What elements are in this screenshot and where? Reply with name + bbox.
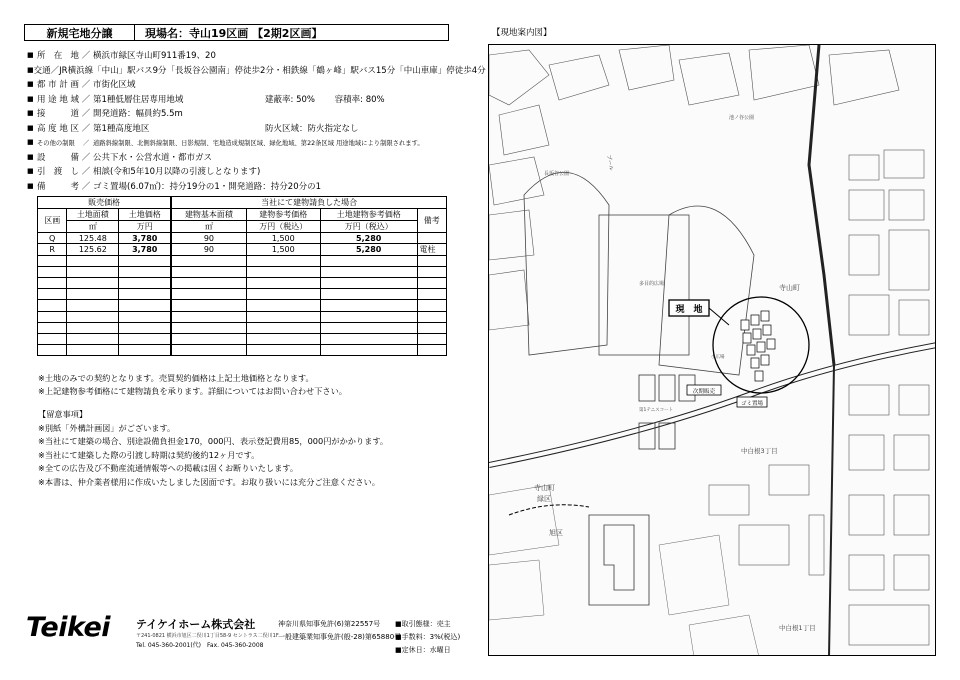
- table-cell: [417, 267, 446, 278]
- small-park-label: 小広場: [711, 355, 725, 360]
- unit-cell: 万円（税込）: [320, 221, 417, 233]
- table-row: [38, 289, 447, 300]
- asahi-ku-label: 旭区: [549, 529, 563, 537]
- table-cell: [67, 267, 119, 278]
- bullet-icon: ■: [27, 51, 34, 60]
- separator: ／: [81, 123, 91, 134]
- pond-park-label: 池ノ谷公園: [729, 115, 755, 121]
- table-cell: [246, 344, 320, 355]
- table-cell: [320, 333, 417, 344]
- info-value: 市街化区域: [93, 80, 136, 91]
- info-label: 備 考: [37, 181, 79, 192]
- park-label: 長坂谷公園: [544, 171, 570, 177]
- table-cell: [246, 311, 320, 322]
- column-header: 建物基本面積: [171, 209, 246, 221]
- open-space-label: 多目的広場: [639, 281, 665, 287]
- category-label: 新規宅地分譲: [25, 25, 135, 40]
- info-row: [27, 63, 486, 78]
- table-cell: [119, 322, 172, 333]
- table-cell: 1,500: [246, 233, 320, 244]
- table-cell: [320, 300, 417, 311]
- info-label: 所 在 地: [37, 51, 79, 62]
- table-cell: [38, 256, 67, 267]
- note-line: ※上記建物参考価格にて建物請負を承ります。詳細についてはお問い合わせ下さい。: [38, 385, 347, 396]
- table-cell: [119, 300, 172, 311]
- separator: ／: [81, 181, 91, 192]
- info-extra: 防火区域：防火指定なし: [265, 123, 359, 134]
- unit-cell: ㎡: [67, 221, 119, 233]
- table-row: [38, 311, 447, 322]
- info-label: 設 備: [37, 152, 79, 163]
- tennis-label: 第1テニスコート: [639, 408, 674, 413]
- table-cell: [119, 344, 172, 355]
- price-notes: [38, 372, 347, 397]
- separator: ／: [81, 94, 91, 105]
- table-cell: [246, 333, 320, 344]
- table-cell: 90: [171, 244, 246, 256]
- info-label: 都 市 計 画: [37, 80, 79, 91]
- info-row: [27, 77, 467, 92]
- bullet-icon: ■: [27, 167, 34, 176]
- table-cell: 電柱: [417, 244, 446, 256]
- info-label: 交 通: [33, 65, 51, 76]
- bullet-icon: ■: [27, 123, 34, 132]
- midori-ku-label: 緑区: [537, 495, 551, 503]
- info-value: 第1種高度地区: [93, 123, 150, 134]
- table-row: [38, 278, 447, 289]
- info-extra: 建蔽率: 50% 容積率: 80%: [265, 94, 385, 105]
- table-cell: [67, 289, 119, 300]
- info-label: 接 道: [37, 109, 79, 120]
- unit-cell: 万円（税込）: [246, 221, 320, 233]
- separator: ／: [82, 139, 90, 147]
- table-cell: [417, 233, 446, 244]
- license-line: 一般建築業知事免許(般-28)第65880号: [278, 633, 402, 641]
- table-cell: [119, 267, 172, 278]
- table-cell: [67, 344, 119, 355]
- info-row: [27, 48, 467, 63]
- table-cell: R: [38, 244, 67, 256]
- table-cell: [171, 278, 246, 289]
- table-row: [38, 233, 447, 244]
- table-cell: [417, 256, 446, 267]
- term-line: ■手数料：3%(税込): [395, 633, 461, 641]
- column-header: 土地建物参考価格: [320, 209, 417, 221]
- table-cell: [246, 289, 320, 300]
- company-tel: Tel. 045-360-2001(代) Fax. 045-360-2008: [136, 642, 264, 649]
- info-row: [27, 164, 467, 179]
- table-cell: [171, 267, 246, 278]
- table-cell: [320, 256, 417, 267]
- table-cell: [171, 300, 246, 311]
- term-line: ■取引態様：売主: [395, 620, 451, 628]
- table-cell: [119, 278, 172, 289]
- table-cell: [417, 278, 446, 289]
- price-table: [37, 196, 447, 356]
- remark-item: ※全ての広告及び不動産流通情報等への掲載は固くお断りいたします。: [38, 463, 299, 473]
- table-cell: [417, 333, 446, 344]
- info-label: 引 渡 し: [37, 167, 79, 178]
- table-cell: 3,780: [119, 244, 172, 256]
- table-cell: [320, 267, 417, 278]
- remark-item: ※当社にて建築した際の引渡し時期は契約後約12ヶ月です。: [38, 449, 260, 460]
- table-cell: Q: [38, 233, 67, 244]
- unit-cell: 万円: [119, 221, 172, 233]
- table-cell: [417, 344, 446, 355]
- remark-item: ※本書は、仲介業者様用に作成いたしました図面です。お取り扱いには充分ご注意ください。: [38, 476, 380, 487]
- table-cell: [320, 278, 417, 289]
- table-cell: [320, 344, 417, 355]
- table-cell: [171, 322, 246, 333]
- separator: ／: [81, 152, 91, 163]
- terayama-label: 寺山町: [779, 284, 800, 292]
- next-sale-label: 次期販売: [692, 389, 716, 395]
- license-info: [278, 618, 401, 644]
- site-name: 現場名：寺山19区画 【2期2区画】: [145, 26, 323, 40]
- column-header: 土地価格: [119, 209, 172, 221]
- info-row: [27, 92, 467, 107]
- table-cell: 5,280: [320, 244, 417, 256]
- table-cell: [38, 278, 67, 289]
- group-header: 当社にて建物請負した場合: [171, 197, 446, 209]
- column-header: 区画: [38, 209, 67, 233]
- table-cell: [38, 322, 67, 333]
- separator: ／: [81, 51, 91, 62]
- bullet-icon: ■: [27, 138, 34, 147]
- table-cell: [119, 256, 172, 267]
- bullet-icon: ■: [27, 80, 34, 89]
- table-cell: [67, 311, 119, 322]
- column-header: 建物参考価格: [246, 209, 320, 221]
- separator: ／: [81, 109, 91, 120]
- table-cell: [246, 256, 320, 267]
- column-header: 備考: [417, 209, 446, 233]
- table-cell: 125.62: [67, 244, 119, 256]
- info-value: JR横浜線「中山」駅バス9分「長坂谷公園南」停徒歩2分・相鉄線「鶴ヶ峰」駅バス15分「中山車庫」停徒歩4分: [59, 65, 486, 76]
- company-address: 〒241-0821 横浜市旭区二俣川1丁目58-9 セントラス二俣川1F: [136, 633, 279, 639]
- bullet-icon: ■: [27, 152, 34, 161]
- table-row: [38, 333, 447, 344]
- table-cell: 1,500: [246, 244, 320, 256]
- info-label: その他の制限: [37, 139, 75, 147]
- separator: ／: [50, 65, 60, 76]
- table-cell: [38, 289, 67, 300]
- table-cell: [67, 278, 119, 289]
- table-cell: [417, 300, 446, 311]
- table-row: [38, 244, 447, 256]
- table-cell: [171, 289, 246, 300]
- info-value: 道路斜線制限、北側斜線制限、日影規制、宅地造成規制区域、緑化地域、第22条区域 用途地域により制限されます。: [93, 139, 424, 147]
- location-map: [488, 44, 936, 656]
- table-cell: 125.48: [67, 233, 119, 244]
- term-line: ■定休日：水曜日: [395, 646, 451, 654]
- info-value: 相談(令和5年10月以降の引渡しとなります): [93, 167, 261, 178]
- table-cell: [67, 256, 119, 267]
- info-label: 高 度 地 区: [37, 123, 79, 134]
- company-logo: Teikei: [26, 612, 111, 643]
- table-cell: [320, 311, 417, 322]
- table-row: [38, 322, 447, 333]
- table-cell: 90: [171, 233, 246, 244]
- table-cell: [320, 289, 417, 300]
- transaction-terms: [395, 618, 460, 657]
- info-value: 公共下水・公営水道・都市ガス: [93, 152, 213, 163]
- separator: ／: [81, 167, 91, 178]
- bullet-icon: ■: [27, 109, 34, 118]
- map-title: 【現地案内図】: [492, 28, 552, 38]
- table-cell: [67, 322, 119, 333]
- license-line: 神奈川県知事免許(6)第22557号: [278, 620, 381, 628]
- separator: ／: [81, 80, 91, 91]
- company-name: テイケイホーム株式会社: [136, 618, 256, 631]
- table-cell: [417, 289, 446, 300]
- table-cell: [246, 300, 320, 311]
- title-bar: [24, 24, 449, 41]
- table-cell: [119, 289, 172, 300]
- note-line: ※土地のみでの契約となります。売買契約価格は上記土地価格となります。: [38, 373, 314, 383]
- info-row: [27, 106, 467, 121]
- info-value: 第1種低層住居専用地域: [93, 94, 184, 105]
- info-label: 用 途 地 域: [37, 94, 79, 105]
- table-row: [38, 300, 447, 311]
- bullet-icon: ■: [27, 65, 34, 74]
- table-cell: [38, 333, 67, 344]
- table-cell: [417, 311, 446, 322]
- table-row: [38, 267, 447, 278]
- unit-cell: ㎡: [171, 221, 246, 233]
- map-drawing: [489, 45, 936, 656]
- table-cell: [171, 256, 246, 267]
- table-cell: [38, 344, 67, 355]
- table-cell: [246, 322, 320, 333]
- table-cell: 3,780: [119, 233, 172, 244]
- garbage-label: ゴミ置場: [740, 401, 764, 407]
- table-row: [38, 256, 447, 267]
- table-cell: [119, 311, 172, 322]
- info-value: ゴミ置場(6.07㎡)：持分19分の1・開発道路：持分20分の1: [93, 181, 322, 192]
- table-cell: [38, 267, 67, 278]
- table-cell: [320, 322, 417, 333]
- table-cell: [171, 333, 246, 344]
- column-header: 土地面積: [67, 209, 119, 221]
- table-cell: [67, 300, 119, 311]
- table-cell: [171, 311, 246, 322]
- table-cell: [119, 333, 172, 344]
- info-row: [27, 150, 467, 165]
- info-value: 開発道路：幅員約5.5m: [93, 109, 183, 120]
- info-row: [27, 121, 467, 136]
- info-row: [27, 135, 467, 150]
- bullet-icon: ■: [27, 94, 34, 103]
- info-row: [27, 179, 467, 194]
- table-cell: 5,280: [320, 233, 417, 244]
- table-cell: [171, 344, 246, 355]
- pool-label: プール: [605, 154, 614, 172]
- nakashirane-label-2: 中白根1丁目: [779, 624, 816, 632]
- site-label: 現 地: [675, 305, 703, 315]
- nakashirane-label: 中白根3丁目: [741, 447, 778, 455]
- terayama-label-2: 寺山町: [534, 484, 555, 492]
- remark-item: ※別紙「外構計画図」がございます。: [38, 422, 176, 433]
- table-cell: [417, 322, 446, 333]
- table-cell: [246, 278, 320, 289]
- remarks: [38, 408, 388, 489]
- remarks-title: 【留意事項】: [38, 409, 88, 419]
- table-row: [38, 344, 447, 355]
- remark-item: ※当社にて建築の場合、別途設備負担金170，000円、表示登記費用85，000円がかかります。: [38, 436, 389, 446]
- info-value: 横浜市緑区寺山町911番19、20: [93, 51, 216, 62]
- property-info: [27, 48, 486, 193]
- bullet-icon: ■: [27, 181, 34, 190]
- table-cell: [67, 333, 119, 344]
- table-cell: [246, 267, 320, 278]
- table-cell: [38, 311, 67, 322]
- group-header: 販売価格: [38, 197, 172, 209]
- table-cell: [38, 300, 67, 311]
